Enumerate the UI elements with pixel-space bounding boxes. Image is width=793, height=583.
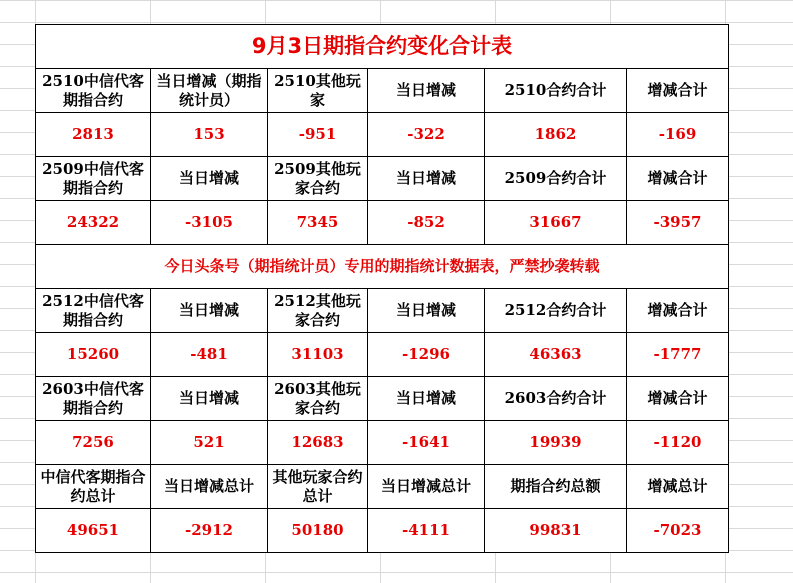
header-cell[interactable]: 增减合计	[627, 289, 729, 333]
header-cell[interactable]: 2512其他玩家合约	[268, 289, 368, 333]
value-cell[interactable]: 12683	[268, 421, 368, 465]
value-cell[interactable]: 15260	[36, 333, 151, 377]
value-row	[36, 421, 729, 465]
value-row	[36, 201, 729, 245]
value-cell[interactable]: -2912	[151, 509, 268, 553]
header-cell[interactable]: 当日增减	[151, 377, 268, 421]
header-cell[interactable]: 2510中信代客期指合约	[36, 69, 151, 113]
value-cell[interactable]: -951	[268, 113, 368, 157]
header-cell[interactable]: 2509中信代客期指合约	[36, 157, 151, 201]
value-cell[interactable]: 521	[151, 421, 268, 465]
value-cell[interactable]: 1862	[485, 113, 627, 157]
value-cell[interactable]: 99831	[485, 509, 627, 553]
value-cell[interactable]: 31667	[485, 201, 627, 245]
value-cell[interactable]: -1641	[368, 421, 485, 465]
value-cell[interactable]: 49651	[36, 509, 151, 553]
header-row	[36, 157, 729, 201]
header-cell[interactable]: 增减合计	[627, 377, 729, 421]
value-cell[interactable]: 153	[151, 113, 268, 157]
header-cell[interactable]: 增减总计	[627, 465, 729, 509]
header-cell[interactable]: 当日增减总计	[368, 465, 485, 509]
header-cell[interactable]: 其他玩家合约总计	[268, 465, 368, 509]
value-cell[interactable]: -3957	[627, 201, 729, 245]
value-cell[interactable]: -3105	[151, 201, 268, 245]
value-cell[interactable]: -481	[151, 333, 268, 377]
header-cell[interactable]: 期指合约总额	[485, 465, 627, 509]
header-cell[interactable]: 2603合约合计	[485, 377, 627, 421]
value-cell[interactable]: -1777	[627, 333, 729, 377]
value-cell[interactable]: 50180	[268, 509, 368, 553]
header-cell[interactable]: 当日增减	[368, 377, 485, 421]
value-cell[interactable]: 46363	[485, 333, 627, 377]
value-cell[interactable]: -1120	[627, 421, 729, 465]
header-cell[interactable]: 当日增减（期指统计员）	[151, 69, 268, 113]
header-cell[interactable]: 2512中信代客期指合约	[36, 289, 151, 333]
header-cell[interactable]: 当日增减	[368, 157, 485, 201]
header-cell[interactable]: 2603中信代客期指合约	[36, 377, 151, 421]
header-row	[36, 377, 729, 421]
header-cell[interactable]: 2510其他玩家	[268, 69, 368, 113]
header-cell[interactable]: 中信代客期指合约总计	[36, 465, 151, 509]
value-cell[interactable]: -169	[627, 113, 729, 157]
header-cell[interactable]: 2510合约合计	[485, 69, 627, 113]
value-cell[interactable]: -7023	[627, 509, 729, 553]
header-cell[interactable]: 2509其他玩家合约	[268, 157, 368, 201]
contract-summary-table	[35, 24, 729, 553]
header-cell[interactable]: 当日增减	[151, 157, 268, 201]
copyright-notice[interactable]: 今日头条号（期指统计员）专用的期指统计数据表，严禁抄袭转载	[36, 245, 729, 289]
value-row	[36, 509, 729, 553]
value-cell[interactable]: 7256	[36, 421, 151, 465]
header-cell[interactable]: 当日增减	[368, 289, 485, 333]
notice-row	[36, 245, 729, 289]
header-row	[36, 289, 729, 333]
header-cell[interactable]: 增减合计	[627, 157, 729, 201]
value-cell[interactable]: -4111	[368, 509, 485, 553]
header-cell[interactable]: 增减合计	[627, 69, 729, 113]
header-cell[interactable]: 2512合约合计	[485, 289, 627, 333]
value-cell[interactable]: -1296	[368, 333, 485, 377]
value-cell[interactable]: 31103	[268, 333, 368, 377]
value-cell[interactable]: 7345	[268, 201, 368, 245]
value-cell[interactable]: 19939	[485, 421, 627, 465]
table-title[interactable]: 9月3日期指合约变化合计表	[36, 25, 729, 69]
value-cell[interactable]: 2813	[36, 113, 151, 157]
header-row	[36, 69, 729, 113]
value-row	[36, 113, 729, 157]
value-cell[interactable]: -852	[368, 201, 485, 245]
value-row	[36, 333, 729, 377]
value-cell[interactable]: -322	[368, 113, 485, 157]
header-cell[interactable]: 当日增减	[368, 69, 485, 113]
value-cell[interactable]: 24322	[36, 201, 151, 245]
header-cell[interactable]: 当日增减总计	[151, 465, 268, 509]
title-row	[36, 25, 729, 69]
header-cell[interactable]: 2603其他玩家合约	[268, 377, 368, 421]
header-cell[interactable]: 2509合约合计	[485, 157, 627, 201]
header-row	[36, 465, 729, 509]
header-cell[interactable]: 当日增减	[151, 289, 268, 333]
